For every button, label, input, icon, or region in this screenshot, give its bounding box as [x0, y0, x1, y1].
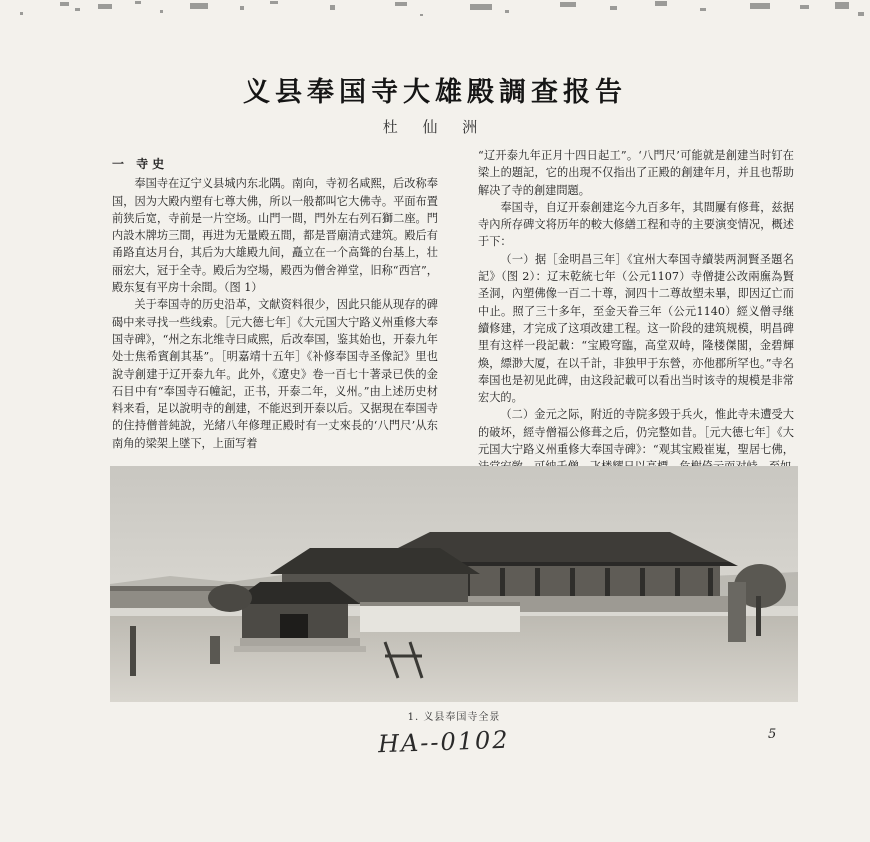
page-number: 5 [768, 727, 777, 742]
paragraph: 关于奉国寺的历史沿革，文献资料很少，因此只能从现存的碑碣中来寻找一些线索。［元大德七年］《大元国大宁路义州重修大奉国寺碑》，“州之东北维寺曰咸熙，后改奉国，鉴其始也，开泰九年处士焦希賓創其基”。［明嘉靖十五年］《补修奉国寺圣像記》里也說寺創建于辽开泰九年。此外，《遼史》卷一百七十著录已佚的金石目中有“奉国寺石幢記，正书，开泰二年，义州。”由上述历史材料来看，足以說明寺的創建，不能迟到开泰以后。又据現在奉国寺的住持僧普純說，光緒八年修理正殿时有一丈來長的‘八門尺’从东南角的梁架上墜下，上面写着 [112, 298, 438, 450]
paragraph: （二）金元之际，附近的寺院多毁于兵火，惟此寺未遭受大的破坏，經寺僧福公修葺之后，仍完整如昔。［元大德七年］《大元国大宁路义州重修大奉国寺碑》：“观其宝殿崔嵬，聖居七佛， [478, 408, 794, 457]
paragraph: 奉国寺在辽宁义县城内东北隅。南向，寺初名咸熙，后改称奉国，因为大殿内塑有七尊大佛，所以一般都叫它大佛寺。平面布置前狭后宽，寺前是一片空场。山門一間，門外左右列石獅二座。門内設木牌坊三間，再进为无量殿五間，都是晋廟清式建筑。殿后有甬路直达月台，其后为大雄殿九间，矗立在一个高聳的台基上，壮丽宏大，冠于全寺。殿后为空場，殿西为僧舍禅堂，旧称“西宫”，殿东复有平房十余間。（图 1） [112, 177, 438, 295]
temple-panorama-image [110, 466, 798, 702]
paragraph: “辽开泰九年正月十四日起工”。‘八門尺’可能就是創建当时钉在梁上的題記，它的出現不仅指出了正殿的創建年月，并且也帮助解决了寺的創建問題。 [478, 149, 794, 197]
right-column [478, 147, 794, 476]
section-heading: 一 寺史 [112, 157, 169, 171]
article-title: 义县奉国寺大雄殿調查报告 [243, 77, 627, 108]
scan-noise-top [0, 0, 870, 34]
paragraph: （一）据［金明昌三年］《宜州大奉国寺續裝两洞賢圣題名記》（图 2）：辽末乾統七年（公元1107）寺僧捷公改兩廡為賢圣洞，內塑佛像一百二十尊，洞四十二尊故塑未畢，即因辽亡而中止。照了三十多年，至金天眷三年（公元1140）經义僧寻继續修建，才完成了这項改建工程。这一阶段的建筑规模，明昌碑里有这样一段記載：“宝殿穹臨，高堂双峙，隆楼傑閣，金碧輝煥，縹渺大厦，在以千計，非独甲于东營，亦他郡所罕也。”寺名奉国也是初见此碑，由这段記載可以看出当时该寺的規模是非常宏大的。 [478, 252, 794, 405]
temple-photograph [110, 466, 798, 702]
handwritten-annotation: HA--0102 [377, 725, 511, 759]
article-author: 杜 仙 洲 [382, 118, 488, 136]
left-column [112, 156, 438, 452]
paragraph: 奉国寺，自辽开泰創建迄今九百多年，其間屢有修葺，兹据寺內所存碑文将历年的較大修繕工程和寺的主要演变情况，概述于下： [478, 200, 794, 249]
figure-caption: 1. 义县奉国寺全景 [407, 712, 501, 723]
